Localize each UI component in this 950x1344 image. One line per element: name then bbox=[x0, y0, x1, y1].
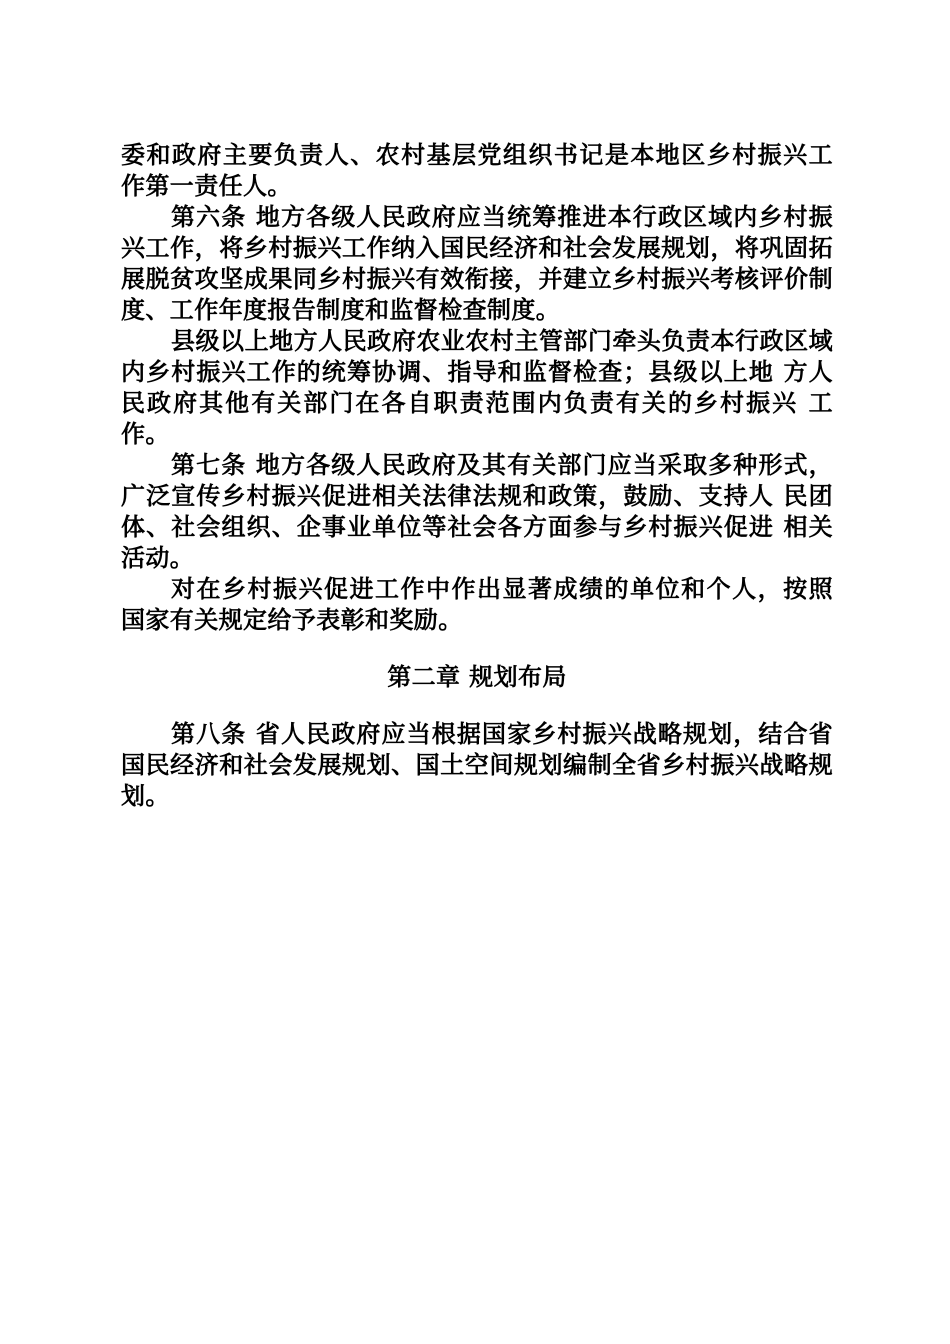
paragraph-article-6-county: 县级以上地方人民政府农业农村主管部门牵头负责本行政区域内乡村振兴工作的统筹协调、指导和监督检查；县级以上地 方人民政府其他有关部门在各自职责范围内负责有关的乡村振兴 工作。 bbox=[121, 327, 834, 448]
chapter-heading: 第二章 规划布局 bbox=[387, 663, 567, 691]
paragraph-continuation: 委和政府主要负责人、农村基层党组织书记是本地区乡村振兴工 作第一责任人。 bbox=[121, 141, 833, 200]
paragraph-article-6: 第六条 地方各级人民政府应当统筹推进本行政区域内乡村振兴工作，将乡村振兴工作纳入国民经济和社会发展规划，将巩固拓展脱贫攻坚成果同乡村振兴有效衔接，并建立乡村振兴考核评价制度、工作年度报告制度和监督检查制度。 bbox=[121, 203, 833, 324]
paragraph-article-7: 第七条 地方各级人民政府及其有关部门应当采取多种形式，广泛宣传乡村振兴促进相关法律法规和政策，鼓励、支持人 民团体、社会组织、企事业单位等社会各方面参与乡村振兴促进 相关活动。 bbox=[121, 451, 834, 572]
paragraph-article-8: 第八条 省人民政府应当根据国家乡村振兴战略规划，结合省国民经济和社会发展规划、国土空间规划编制全省乡村振兴战略规划。 bbox=[121, 720, 833, 810]
document-page bbox=[121, 140, 833, 812]
paragraph-article-7-awards: 对在乡村振兴促进工作中作出显著成绩的单位和个人，按照 国家有关规定给予表彰和奖励。 bbox=[121, 575, 833, 634]
